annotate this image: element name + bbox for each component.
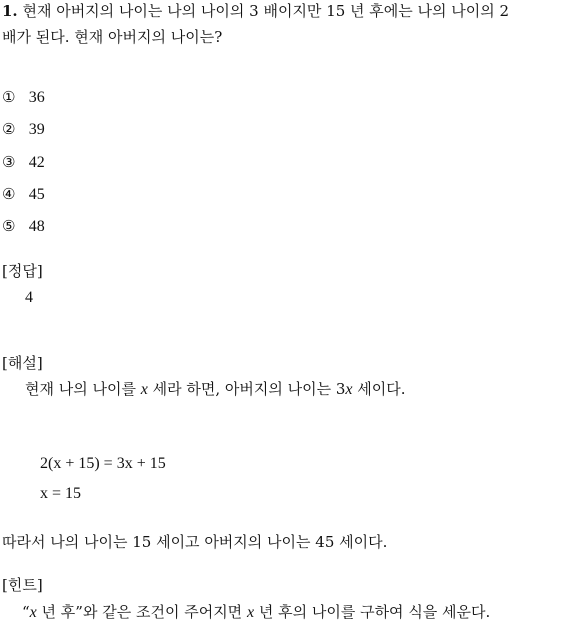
hint-open-quote: “ (22, 603, 30, 621)
variable-x: x (345, 381, 353, 398)
hint-label: [힌트] (2, 576, 43, 594)
choice-value: 48 (28, 218, 45, 235)
explanation-intro-text-b: 세라 하면, 아버지의 나이는 3 (147, 380, 346, 398)
answer-label: [정답] (2, 262, 43, 280)
choice-value: 45 (28, 186, 45, 203)
explanation-label: [해설] (2, 354, 43, 372)
choice-value: 36 (28, 89, 45, 106)
choice-value: 42 (28, 154, 45, 171)
question-number: 1. (2, 2, 18, 20)
explanation-intro-text-a: 현재 나의 나이를 (25, 380, 141, 398)
choice-marker: ③ (2, 153, 16, 171)
choice-marker: ② (2, 120, 16, 138)
explanation-intro (25, 382, 406, 398)
choice-item-2[interactable] (2, 122, 45, 138)
question-line-2: 배가 된다. 현재 아버지의 나이는? (2, 28, 223, 46)
variable-x: x (29, 604, 37, 621)
choice-item-5[interactable] (2, 219, 45, 235)
variable-x: x (246, 604, 255, 621)
explanation-intro-text-c: 세이다. (352, 380, 406, 398)
question-text-line-1: 현재 아버지의 나이는 나의 나이의 3 배이지만 15 년 후에는 나의 나이의 2 (22, 2, 510, 20)
equation-1-text: 2(x + 15) = 3x + 15 (40, 455, 166, 472)
hint-text-b: 년 후의 나이를 구하여 식을 세운다. (254, 603, 491, 621)
choice-item-4[interactable] (2, 187, 45, 203)
choice-value: 39 (28, 121, 45, 138)
hint-text-a: 년 후”와 같은 조건이 주어지면 (36, 603, 247, 621)
hint-text (22, 605, 490, 621)
question-line-1 (2, 4, 509, 19)
explanation-conclusion: 따라서 나의 나이는 15 세이고 아버지의 나이는 45 세이다. (2, 533, 388, 551)
choice-marker: ① (2, 88, 16, 106)
equation-2 (40, 486, 81, 502)
variable-x: x (140, 381, 148, 398)
choice-item-3[interactable] (2, 155, 45, 171)
choice-marker: ④ (2, 185, 16, 203)
answer-value: 4 (25, 289, 33, 306)
equation-2-text: x = 15 (40, 485, 82, 502)
choice-item-1[interactable] (2, 90, 45, 106)
equation-1 (40, 456, 166, 472)
choice-marker: ⑤ (2, 217, 16, 235)
